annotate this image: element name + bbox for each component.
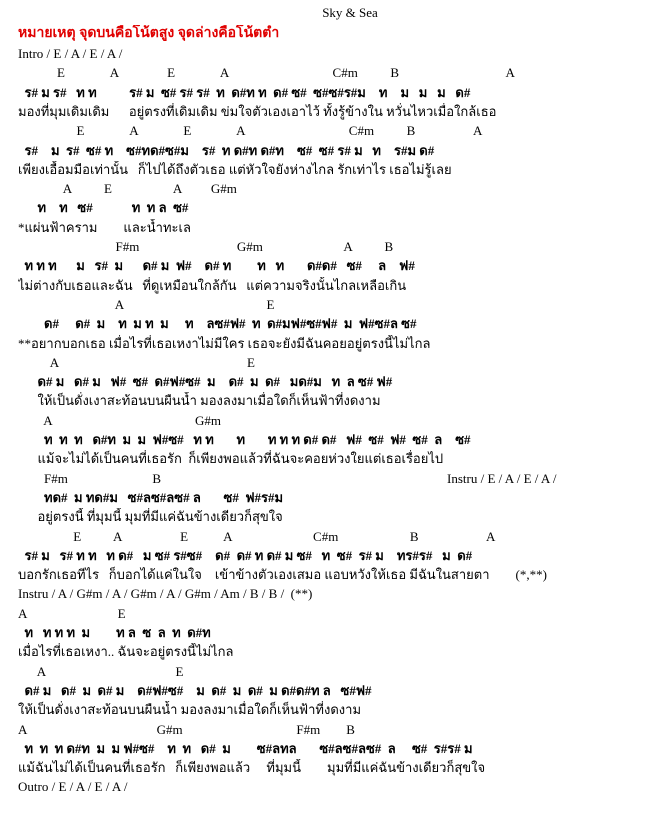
note-line: ร# ม ร# ซ# ท ซ#ทด#ซ#ม ร# ท ด#ท ด#ท ซ# ซ# ร# ม ท ร#ม ด# — [18, 142, 435, 158]
lyric-line: เมื่อไรที่เธอเหงา.. ฉันจะอยู่ตรงนี้ไม่ไกล — [18, 644, 234, 660]
note-line: ท ท ท ม ร# ม ด# ม ฟ# ด# ท ท ท ด#ด# ซ# ล ฟ# — [18, 258, 415, 274]
chord-line: A E — [18, 296, 275, 312]
note-line: ทด# ม ทด#ม ซ#ลซ#ลซ# ล ซ# ฟ#ร#ม — [18, 489, 284, 505]
chord-line: A E — [18, 354, 255, 370]
lyric-line: **อยากบอกเธอ เมื่อไรที่เธอเหงาไม่มีใคร เธอจะยังมีฉันคอยอยู่ตรงนี้ไม่ไกล — [18, 335, 431, 351]
note-line: ด# ม ด# ม ฟ# ซ# ด#ฟ#ซ# ม ด# ม ด# มด#ม ท ล ซ# ฟ# — [18, 374, 393, 390]
chord-line: E A E A C#m B A — [18, 65, 515, 81]
song-title: Sky & Sea — [322, 5, 378, 20]
lyric-line: แม้ฉันไม่ได้เป็นคนที่เธอรัก ก็เพียงพอแล้ว ที่มุมนี้ มุมที่มีแค่ฉันข้างเดียวก็สุขใจ — [18, 760, 486, 776]
lyric-line: ไม่ต่างกับเธอและฉัน ที่ดูเหมือนใกล้กัน แต่ความจริงนั้นไกลเหลือเกิน — [18, 277, 407, 293]
notation-note: หมายเหตุ จุดบนคือโน้ตสูง จุดล่างคือโน้ตต่ำ — [18, 26, 280, 41]
note-line: ท ท ท ท ม ท ล ซ ล ท ด#ท — [18, 625, 211, 640]
note-line: ร# ม ร# ท ท ท ด# ม ซ# ร#ซ# ด# ด# ท ด# ม ซ# ท ซ# ร# ม ทร#ร# ม ด# — [18, 547, 473, 563]
chord-line: A G#m — [18, 412, 221, 428]
lyric-line: บอกรักเธอทีไร ก็บอกได้แค่ในใจ เข้าข้างตัวเองเสมอ แอบหวังให้เธอ มีฉันในสายตา (*,**) — [18, 567, 547, 583]
section-marker: Instru / A / G#m / A / G#m / A / G#m / Am / B / B / (**) — [18, 586, 313, 602]
note-line: ร# ม ร# ท ท ร# ม ซ# ร# ร# ท ด#ท ท ด# ซ# ซ#ซ#ร#ม ท ม ม ม ด# — [18, 84, 471, 100]
chord-line: E A E A C#m B A — [18, 123, 483, 139]
chord-line: E A E A C#m B A — [18, 528, 496, 544]
lyric-line: อยู่ตรงนี้ ที่มุมนี้ มุมที่มีแค่ฉันข้างเดียวก็สุขใจ — [18, 509, 283, 525]
section-marker: Intro / E / A / E / A / — [18, 46, 123, 61]
note-line: ด# ด# ม ท ม ท ม ท ลซ#ฟ# ท ด#มฟ#ซ#ฟ# ม ฟ#ซ#ล ซ# — [18, 316, 417, 332]
lyric-line: แม้จะไม่ได้เป็นคนที่เธอรัก ก็เพียงพอแล้วที่ฉันจะคอยห่วงใยแต่เธอเรื่อยไป — [18, 451, 444, 467]
lyric-line: มองที่มุมเดิมเดิม อยู่ตรงที่เดิมเดิม ข่มใจตัวเองเอาไว้ ทั้งรู้ข้างใน หวั่นไหวเมื่อใกล้เธอ — [18, 103, 497, 119]
lyric-line: เพียงเอื้อมมือเท่านั้น ก็ไปได้ถึงตัวเธอ แต่หัวใจยังห่างไกล รักเท่าไร เธอไม่รู้เลย — [18, 161, 452, 177]
chord-line: A G#m F#m B — [18, 721, 355, 737]
lyric-line: *แผ่นฟ้าคราม และน้ำทะเล — [18, 219, 191, 235]
note-line: ท ท ท ด#ท ม ม ฟ#ซ# ท ท ท ท ท ท ด# ด# ฟ# ซ# ฟ# ซ# ล ซ# — [18, 432, 471, 447]
chord-line: F#m B Instru / E / A / E / A / — [18, 470, 557, 486]
chord-line: A E — [18, 663, 184, 679]
chord-line: A E — [18, 605, 126, 621]
section-marker: Outro / E / A / E / A / — [18, 779, 128, 795]
chord-line: F#m G#m A B — [18, 239, 394, 254]
note-line: ด# ม ด# ม ด# ม ด#ฟ#ซ# ม ด# ม ด# ม ด#ด#ท ล ซ#ฟ# — [18, 682, 372, 698]
note-line: ท ท ซ# ท ท ล ซ# — [18, 200, 189, 216]
note-line: ท ท ท ด#ท ม ม ฟ#ซ# ท ท ด# ม ซ#ลทล ซ#ลซ#ลซ# ล ซ# ร#ร# ม — [18, 740, 473, 756]
lyric-line: ให้เป็นดั่งเงาสะท้อนบนผืนน้ำ มองลงมาเมื่อใดก็เห็นฟ้าที่งดงาม — [18, 702, 362, 718]
chord-line: A E A G#m — [18, 181, 237, 197]
lyric-line: ให้เป็นดั่งเงาสะท้อนบนผืนน้ำ มองลงมาเมื่อใดก็เห็นฟ้าที่งดงาม — [18, 393, 381, 409]
